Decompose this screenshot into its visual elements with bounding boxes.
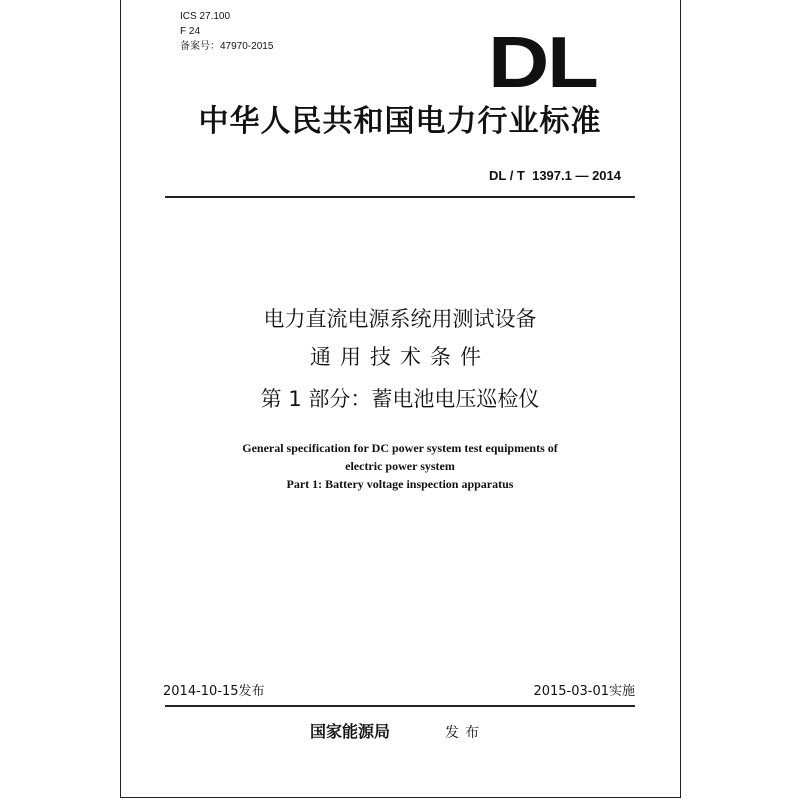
implementation-date: 2015-03-01实施 [533,684,635,699]
bottom-divider [165,705,635,707]
filing-number: 备案号：47970-2015 [180,41,274,52]
title-en-line3: Part 1: Battery voltage inspection apparatus [286,477,514,491]
publisher-verb: 发布 [445,725,485,741]
publisher-name: 国家能源局 [310,722,391,741]
category-code: F 24 [180,26,201,37]
issue-date: 2014-10-15发布 [163,684,265,699]
title-cn-line3: 第 1 部分：蓄电池电压巡检仪 [260,387,540,411]
top-divider [165,196,635,198]
title-cn-line1: 电力直流电源系统用测试设备 [263,307,537,331]
title-en-line1: General specification for DC power system test equipments of [242,441,558,455]
title-cn-line2: 通用技术条件 [310,345,490,369]
standard-code: DL / T 1397.1 — 2014 [489,168,621,183]
title-en-line2: electric power system [345,459,455,473]
dl-logo: DL [488,23,597,103]
ics-code: ICS 27.100 [180,11,231,22]
organization-title: 中华人民共和国电力行业标准 [198,104,602,139]
